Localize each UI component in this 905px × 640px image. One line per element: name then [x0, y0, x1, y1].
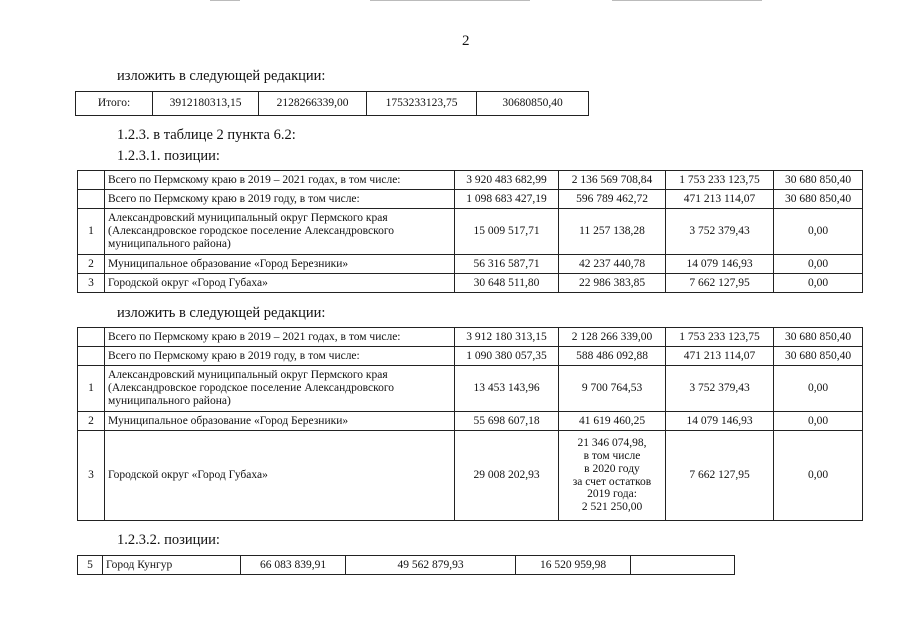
row-value: 3 920 483 682,99	[455, 171, 559, 190]
row-value: 1 090 380 057,35	[455, 347, 559, 366]
row-value: 30 680 850,40	[774, 347, 863, 366]
table-row	[78, 431, 863, 521]
table-row	[78, 190, 863, 209]
table-row	[78, 556, 735, 575]
row-value: 0,00	[774, 209, 863, 255]
table-row	[78, 328, 863, 347]
row-value: 588 486 092,88	[559, 347, 666, 366]
row-name: Александровский муниципальный округ Пермского края (Александровское городское поселение Александровского муниципального района)	[105, 366, 455, 412]
row-index: 2	[78, 255, 105, 274]
row-index	[78, 190, 105, 209]
total-value: 30680850,40	[477, 92, 589, 116]
row-value: 596 789 462,72	[559, 190, 666, 209]
row-index: 1	[78, 209, 105, 255]
row-value: 41 619 460,25	[559, 412, 666, 431]
row-name: Всего по Пермскому краю в 2019 – 2021 годах, в том числе:	[105, 171, 455, 190]
total-table	[75, 91, 589, 116]
row-value: 42 237 440,78	[559, 255, 666, 274]
row-index: 1	[78, 366, 105, 412]
row-index	[78, 328, 105, 347]
total-value: 1753233123,75	[367, 92, 477, 116]
row-value: 2 128 266 339,00	[559, 328, 666, 347]
note-line: в 2020 году	[584, 462, 640, 475]
row-value: 30 648 511,80	[455, 274, 559, 293]
row-value: 0,00	[774, 366, 863, 412]
section-heading-1-2-3-1: 1.2.3.1. позиции:	[117, 148, 220, 164]
row-value: 22 986 383,85	[559, 274, 666, 293]
row-value: 30 680 850,40	[774, 171, 863, 190]
row-index	[78, 171, 105, 190]
total-value: 3912180313,15	[153, 92, 259, 116]
total-label: Итого:	[76, 92, 153, 116]
positions-table-new	[77, 327, 863, 521]
table-row	[78, 255, 863, 274]
table-row	[78, 209, 863, 255]
table-row	[78, 412, 863, 431]
scan-artifact-line	[370, 0, 530, 1]
row-value: 0,00	[774, 412, 863, 431]
row-index: 3	[78, 274, 105, 293]
note-line: 2 521 250,00	[581, 501, 643, 514]
intro-paragraph-2: изложить в следующей редакции:	[117, 305, 326, 321]
row-name: Муниципальное образование «Город Березники»	[105, 412, 455, 431]
note-line: в том числе	[583, 449, 641, 462]
row-value: 15 009 517,71	[455, 209, 559, 255]
row-value: 1 098 683 427,19	[455, 190, 559, 209]
row-index: 2	[78, 412, 105, 431]
scan-artifact-line	[612, 0, 762, 1]
row-value: 2 136 569 708,84	[559, 171, 666, 190]
row-value: 29 008 202,93	[455, 431, 559, 521]
table-row	[78, 366, 863, 412]
row-index	[78, 347, 105, 366]
row-value: 1 753 233 123,75	[666, 171, 774, 190]
row-value: 471 213 114,07	[666, 347, 774, 366]
row-name: Муниципальное образование «Город Березники»	[105, 255, 455, 274]
row-name: Город Кунгур	[103, 556, 241, 575]
row-value: 30 680 850,40	[774, 328, 863, 347]
kungur-table	[77, 555, 735, 575]
row-value: 13 453 143,96	[455, 366, 559, 412]
row-value: 3 752 379,43	[666, 209, 774, 255]
section-heading-1-2-3: 1.2.3. в таблице 2 пункта 6.2:	[117, 127, 296, 143]
row-value: 1 753 233 123,75	[666, 328, 774, 347]
row-value: 66 083 839,91	[241, 556, 346, 575]
row-value: 3 912 180 313,15	[455, 328, 559, 347]
row-value: 55 698 607,18	[455, 412, 559, 431]
total-row	[76, 92, 589, 116]
row-value: 16 520 959,98	[516, 556, 631, 575]
row-value: 471 213 114,07	[666, 190, 774, 209]
table-row	[78, 171, 863, 190]
row-value: 56 316 587,71	[455, 255, 559, 274]
row-value: 14 079 146,93	[666, 255, 774, 274]
note-line: 2019 года:	[587, 488, 637, 501]
row-name: Александровский муниципальный округ Пермского края (Александровское городское поселение Александровского муниципального района)	[105, 209, 455, 255]
row-name: Всего по Пермскому краю в 2019 году, в том числе:	[105, 190, 455, 209]
row-value: 49 562 879,93	[346, 556, 516, 575]
row-value: 7 662 127,95	[666, 431, 774, 521]
note-line: 21 346 074,98,	[577, 436, 647, 449]
row-value: 0,00	[774, 255, 863, 274]
row-value: 11 257 138,28	[559, 209, 666, 255]
row-value	[631, 556, 735, 575]
note-line: за счет остатков	[572, 475, 652, 488]
scan-artifact-line	[210, 0, 240, 1]
row-name: Всего по Пермскому краю в 2019 – 2021 годах, в том числе:	[105, 328, 455, 347]
table-row	[78, 274, 863, 293]
row-value: 9 700 764,53	[559, 366, 666, 412]
row-value: 7 662 127,95	[666, 274, 774, 293]
section-heading-1-2-3-2: 1.2.3.2. позиции:	[117, 532, 220, 548]
row-name: Городской округ «Город Губаха»	[105, 274, 455, 293]
intro-paragraph-1: изложить в следующей редакции:	[117, 68, 326, 84]
row-name: Городской округ «Город Губаха»	[105, 431, 455, 521]
row-value: 14 079 146,93	[666, 412, 774, 431]
row-value: 0,00	[774, 274, 863, 293]
gubakha-note-cell	[559, 431, 666, 521]
row-name: Всего по Пермскому краю в 2019 году, в том числе:	[105, 347, 455, 366]
row-index: 5	[78, 556, 103, 575]
row-value: 30 680 850,40	[774, 190, 863, 209]
table-row	[78, 347, 863, 366]
row-value: 3 752 379,43	[666, 366, 774, 412]
total-value: 2128266339,00	[259, 92, 367, 116]
positions-table-old	[77, 170, 863, 293]
page-number: 2	[462, 33, 470, 49]
row-index: 3	[78, 431, 105, 521]
row-value: 0,00	[774, 431, 863, 521]
